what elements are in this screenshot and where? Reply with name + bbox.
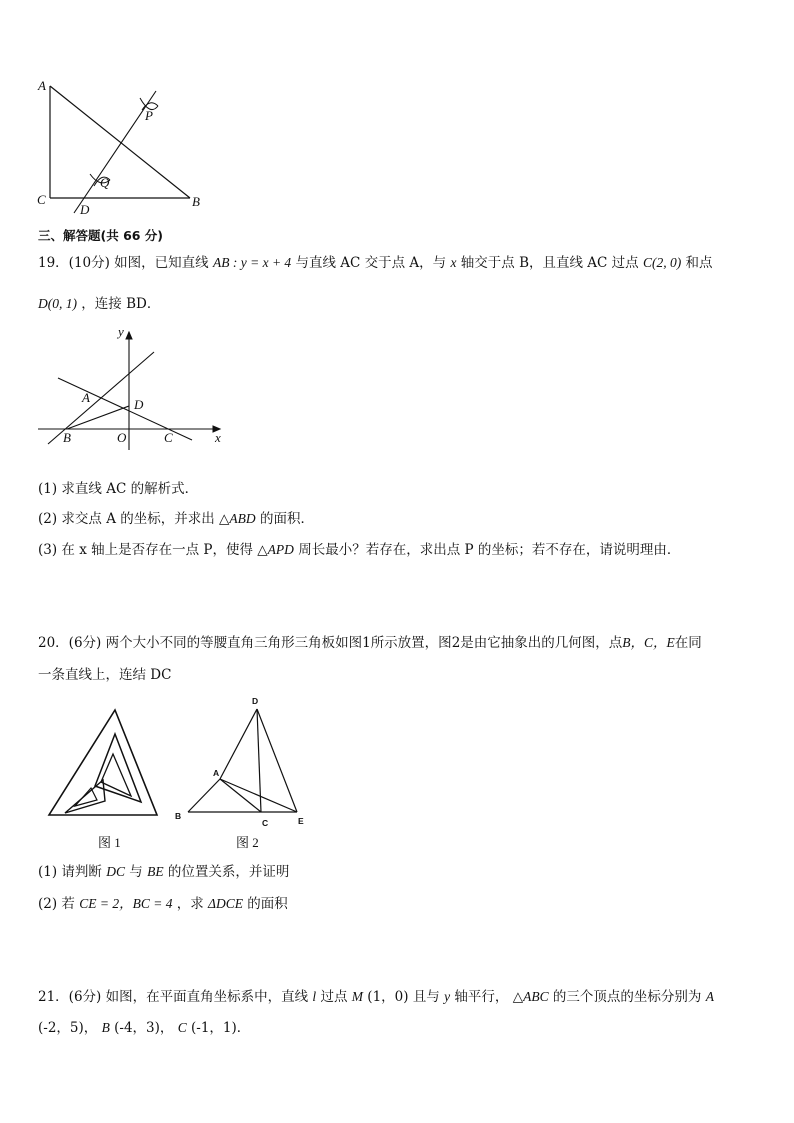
q20-label-E: E [298,816,304,826]
section-heading: 三、解答题(共 66 分) [38,228,164,243]
q21-line2 [38,1019,250,1037]
q19-sub2 [38,510,314,528]
q21-line1 [38,988,714,1006]
q19-line1 [38,254,713,272]
q21-a-coord: (-2，5)， [38,1020,98,1036]
q20-points: B，C，E [622,635,675,650]
q20-sub1 [38,863,289,881]
q20-sub1-b: 与 [129,864,143,880]
q21-tri: △ABC [512,989,549,1004]
q19-sub3 [38,541,680,559]
q20-fig-num2: 2 [451,635,461,651]
q19-label-C: C [164,430,173,445]
q20-fig2-caption: 图 2 [236,835,259,850]
label-D: D [80,202,90,217]
label-C: C [37,192,46,207]
q20-fig-num1: 1 [362,635,371,651]
q20-line2: 一条直线上，连结 DC [38,667,172,683]
q21-l: l [312,989,317,1004]
q20-text-c: 是由它抽象出的几何图，点 [460,635,623,651]
q19-label-y: y [118,324,124,339]
q21-text-a: 21．(6分) 如图，在平面直角坐标系中，直线 [38,989,309,1005]
q20-sub2-vals: CE = 2，BC = 4 [79,896,173,911]
q19-label-O: O [117,430,127,445]
q19-text-a: 19．(10分) 如图，已知直线 [38,255,209,271]
q19-label-B: B [63,430,71,445]
q19-text-e: ，连接 BD． [81,296,161,312]
q21-text-d: 轴平行， [454,989,509,1005]
q21-text-e: 的三个顶点的坐标分别为 [552,989,702,1005]
q20-label-B: B [175,811,182,821]
q20-sub2-c: 的面积 [247,896,288,912]
q19-sub2-a: (2) 求交点 A 的坐标，并求出 [38,511,215,527]
q19-line2 [38,295,160,313]
label-A: A [38,78,46,93]
q19-formula: AB : y = x + 4 [212,255,292,270]
q20-sub2-b: ，求 [176,896,204,912]
q20-label-C: C [262,818,269,828]
q19-point-d: D(0, 1) [38,296,77,311]
q20-sub1-be: BE [147,864,164,879]
q20-line1 [38,634,702,652]
q19-sub3-b: 周长最小？若存在，求出点 P 的坐标；若不存在，请说明理由． [298,542,681,558]
q20-sub1-a: (1) 请判断 [38,864,102,880]
q19-sub3-tri: △APD [257,542,294,557]
q20-fig1-caption: 图 1 [98,835,121,850]
q21-c: C [177,1020,187,1035]
q19-label-A: A [82,390,90,405]
q21-b-coord: (-4，3)， [114,1020,174,1036]
label-Q: Q [100,175,110,190]
q19-coordinate-figure [30,322,230,452]
q21-text-c: 且与 [412,989,440,1005]
q20-sub1-dc: DC [106,864,125,879]
q21-a: A [705,989,714,1004]
q21-c-coord: (-1，1)． [191,1020,251,1036]
q20-figure1 [45,702,165,822]
label-P: P [145,108,153,123]
q21-text-b: 过点 [320,989,348,1005]
q19-sub1: (1) 求直线 AC 的解析式． [38,481,199,497]
q19-x-var: x [450,255,457,270]
q20-label-A: A [213,768,220,778]
q20-figure2 [180,700,310,820]
label-B: B [192,194,200,209]
q21-b: B [101,1020,110,1035]
q19-label-D: D [134,397,144,412]
q21-m: M [351,989,363,1004]
q19-text-d: 和点 [685,255,713,271]
q19-sub3-a: (3) 在 x 轴上是否存在一点 P，使得 [38,542,253,558]
q19-text-b: 与直线 AC 交于点 A，与 [295,255,447,271]
q21-m-coord: (1，0) [367,989,409,1005]
q20-sub1-c: 的位置关系，并证明 [167,864,290,880]
q19-point-c: C(2, 0) [642,255,682,270]
q19-label-x: x [215,430,221,445]
q20-text-b: 所示放置，图 [370,635,452,651]
q19-sub2-b: 的面积． [259,511,314,527]
q21-y: y [444,989,451,1004]
q20-text-a: 20．(6分) 两个大小不同的等腰直角三角形三角板如图 [38,635,363,651]
q20-sub2-tri: ΔDCE [208,896,243,911]
q20-sub2-a: (2) 若 [38,896,75,912]
q20-label-D: D [252,696,259,706]
q20-sub2 [38,895,288,913]
q20-text-d: 在同 [674,635,702,651]
q19-text-c: 轴交于点 B，且直线 AC 过点 [460,255,639,271]
q19-sub2-tri: △ABD [219,511,256,526]
